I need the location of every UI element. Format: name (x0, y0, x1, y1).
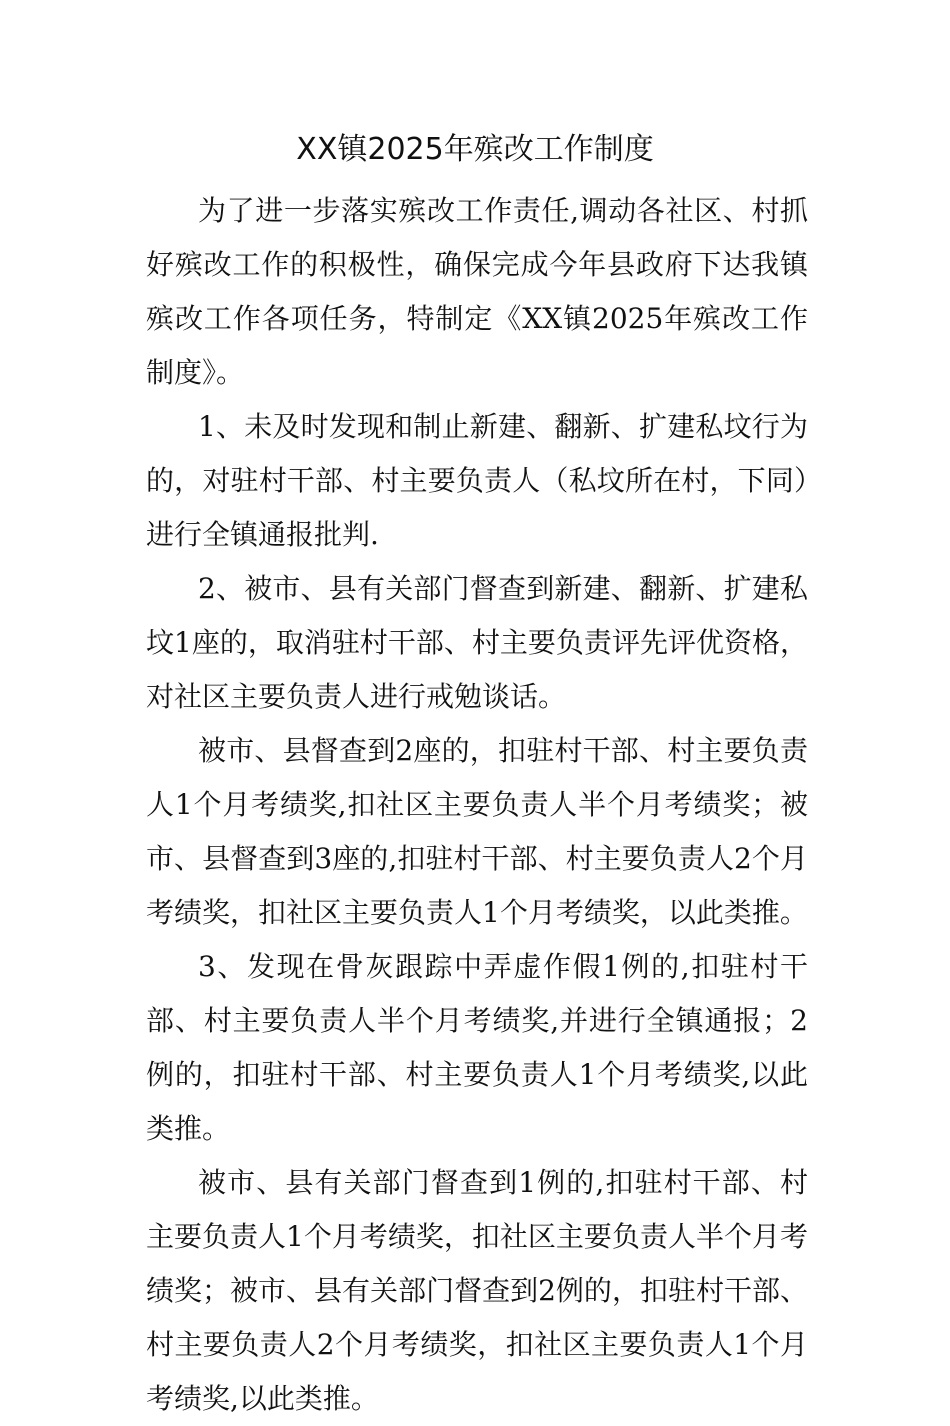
paragraph-rule-1: 1、未及时发现和制止新建、翻新、扩建私坟行为的，对驻村干部、村主要负责人（私坟所在村，下同）进行全镇通报批判. (146, 410, 808, 551)
paragraph-rule-2: 2、被市、县有关部门督查到新建、翻新、扩建私坟1座的，取消驻村干部、村主要负责评先评优资格，对社区主要负责人进行戒勉谈话。 (146, 572, 808, 713)
paragraph-rule-3-detail: 被市、县有关部门督查到1例的,扣驻村干部、村主要负责人1个月考绩奖，扣社区主要负责人半个月考绩奖；被市、县有关部门督查到2例的，扣驻村干部、村主要负责人2个月考绩奖，扣社区主要负责人1个月考绩奖,以此类推。 (146, 1166, 808, 1415)
paragraph-rule-3: 3、发现在骨灰跟踪中弄虚作假1例的,扣驻村干部、村主要负责人半个月考绩奖,并进行全镇通报；2例的，扣驻村干部、村主要负责人1个月考绩奖,以此类推。 (146, 950, 808, 1145)
paragraph-rule-2-detail: 被市、县督查到2座的，扣驻村干部、村主要负责人1个月考绩奖,扣社区主要负责人半个月考绩奖；被市、县督查到3座的,扣驻村干部、村主要负责人2个月考绩奖，扣社区主要负责人1个月考绩奖，以此类推。 (146, 734, 808, 929)
paragraph-intro: 为了进一步落实殡改工作责任,调动各社区、村抓好殡改工作的积极性，确保完成今年县政府下达我镇殡改工作各项任务，特制定《XX镇2025年殡改工作制度》。 (146, 194, 808, 389)
document-body (146, 184, 808, 1426)
document-title: XX镇2025年殡改工作制度 (296, 132, 654, 167)
